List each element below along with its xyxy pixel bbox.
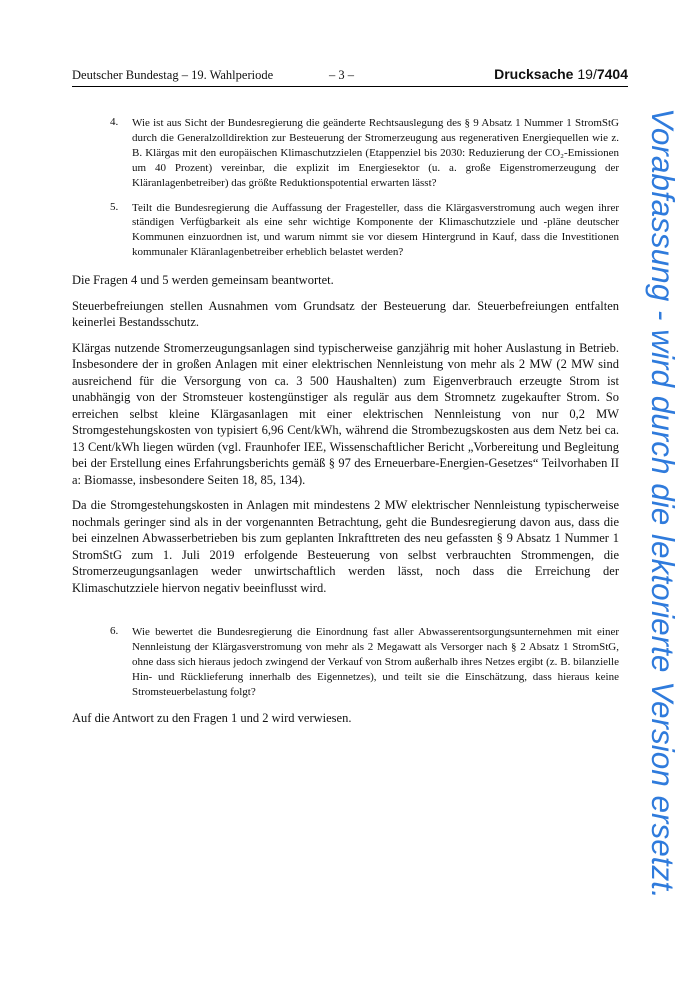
answer-paragraph: Da die Stromgestehungskosten in Anlagen mit mindestens 2 MW elektrischer Nennleistung typischerweise nochmals geringer sind als in der vorgenannten Betrachtung, geht die Bundesregierung davon aus, dass die bei einzelnen Abwasserbetrieben bis zum geplanten Inkrafttreten des neu gefassten § 9 Absatz 1 Nummer 1 StromStG zum 1. Juli 2019 erfolgende Besteuerung von selbst verbrauchten Strommengen, die Stromerzeugungsanlagen weder unwirtschaftlich werden lässt, noch dass die Erreichung der Klimaschutzziele hiervon negativ beeinflusst wird. [72,498,619,595]
document-label: Drucksache [494,66,574,82]
question-6 [72,625,619,700]
document-body [72,116,619,735]
page-header [72,68,628,87]
answer-paragraph: Die Fragen 4 und 5 werden gemeinsam beantwortet. [72,273,334,288]
question-number: 6. [110,625,119,638]
question-4 [72,116,619,191]
document-id: 7404 [596,66,628,82]
parliament-label: Deutscher Bundestag – 19. Wahlperiode [72,68,274,82]
page-number: – 3 – [329,68,354,82]
answer-paragraph: Steuerbefreiungen stellen Ausnahmen vom Grundsatz der Besteuerung dar. Steuerbefreiungen entfalten keinerlei Bestandsschutz. [72,298,619,330]
document-prefix: 19/ [577,66,597,82]
draft-watermark: Vorabfassung - wird durch die lektorierte Version ersetzt. [645,108,681,899]
answer-paragraph: Auf die Antwort zu den Fragen 1 und 2 wird verwiesen. [72,710,352,725]
answer-paragraph: Klärgas nutzende Stromerzeugungsanlagen sind typischerweise ganzjährig mit hoher Auslastung in Betrieb. Insbesondere der in großen Anlagen mit einer elektrischen Nennleistung von mehr als 2 MW (2 MW sind ausreichend für die Versorgung von ca. 3 500 Haushalten) zum Eigenverbrauch erzeugte Strom ist unabhängig von der Stromsteuer kostengünstiger als regulär aus dem Stromnetz zugekaufter Strom. So erreichen selbst kleine Klärgasanlagen mit einer elektrischen Nennleistung von nur 0,2 MW Stromgestehungskosten von typisiert 6,96 Cent/kWh, während die Strombezugskosten aus dem Netz bei ca. 13 Cent/kWh liegen würden (vgl. Fraunhofer IEE, Wissenschaftlicher Bericht „Vorbereitung und Begleitung bei der Erstellung eines Erfahrungsberichts gemäß § 97 des Erneuerbare-Energien-Gesetzes“ Teilvorhaben II a: Biomasse, insbesondere Seiten 18, 85, 134). [72,340,619,487]
question-text: Teilt die Bundesregierung die Auffassung der Fragesteller, dass die Klärgasverstromung auch wegen ihrer ständigen Verfügbarkeit als eine sehr wichtige Komponente der Klimaschutzziele und -pläne deutscher Kommunen einzuordnen ist, und warum nimmt sie vor diesem Hintergrund in Kauf, dass die Investitionen kommunaler Kläranlagenbetreiber erheblich belastet werden? [132,201,619,259]
question-text: Wie ist aus Sicht der Bundesregierung die geänderte Rechtsauslegung des § 9 Absatz 1 Nummer 1 StromStG durch die Generalzolldirektion zur Besteuerung der Stromerzeugung aus regenerativen Energiequellen wie z. B. Klärgas mit den europäischen Klimaschutzzielen (Etappenziel bis 2030: Reduzierung der CO₂-Emissionen um 40 Prozent) vereinbar, die explizit im Energiesektor (u. a. große Eigenstromerzeugung der Kläranlagenbetreiber) das größte Reduktionspotential erwarten lässt? [132,117,619,189]
question-number: 4. [110,116,119,128]
question-number: 5. [110,200,119,213]
question-text: Wie bewertet die Bundesregierung die Einordnung fast aller Abwasserentsorgungsunternehmen mit einer Nennleistung der Klärgasverstromung von mehr als 2 Megawatt als Versorger nach § 2 Absatz 1 StromStG, ohne dass sich hieraus jedoch zwingend der Verkauf von Strom außerhalb ihres Netzes ergibt (z. B. bilanzielle Hin- und Rücklieferung innerhalb des Eigennetzes), und teilt sie die Einschätzung, dass hieraus keine Stromsteuerbelastung folgt? [132,626,619,698]
question-5 [72,201,619,261]
document-number [494,66,628,82]
